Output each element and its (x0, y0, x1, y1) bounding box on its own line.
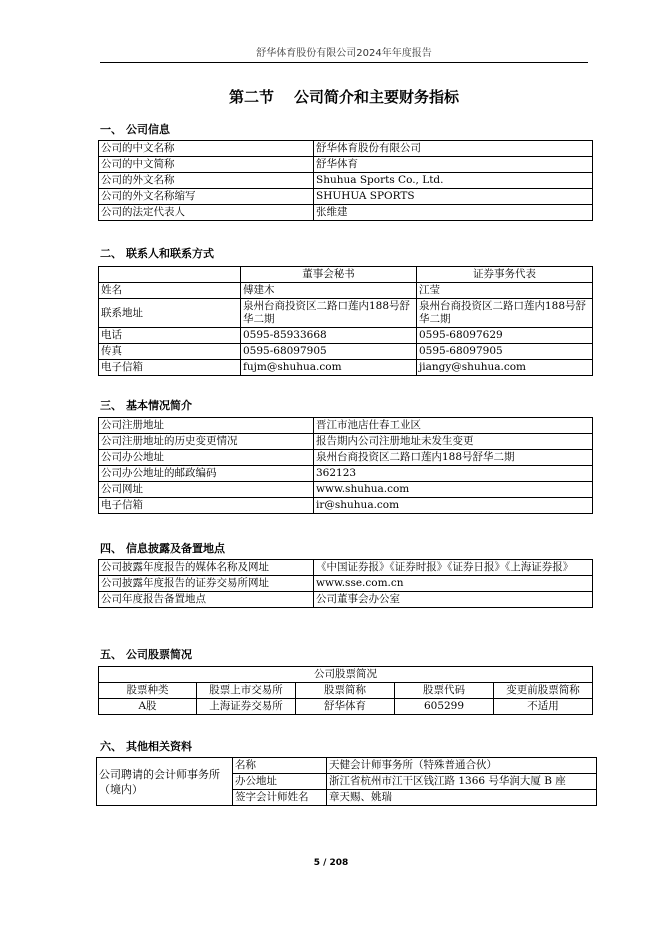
header-rule (100, 62, 588, 63)
section-title-disclosure: 四、 信息披露及备置地点 (100, 542, 225, 555)
table-row: 公司网址 www.shuhua.com (99, 482, 593, 498)
table-row: 公司的外文名称 Shuhua Sports Co., Ltd. (99, 173, 593, 189)
table-row: 姓名 傅建木 江莹 (99, 283, 593, 299)
section-title-company-info: 一、 公司信息 (100, 123, 170, 136)
section-title-other: 六、 其他相关资料 (100, 740, 192, 753)
chapter-title (100, 86, 588, 107)
chapter-number: 第二节 (228, 88, 274, 106)
section-title-contacts: 二、 联系人和联系方式 (100, 247, 214, 260)
table-row: 传真 0595-68097905 0595-68097905 (99, 344, 593, 360)
table-row: 公司聘请的会计师事务所（境内） 名称 天健会计师事务所（特殊普通合伙） (97, 758, 597, 774)
table-row: 公司披露年度报告的媒体名称及网址 《中国证券报》《证券时报》《证券日报》《上海证券报》 (99, 560, 593, 576)
table-row: 公司注册地址的历史变更情况 报告期内公司注册地址未发生变更 (99, 434, 593, 450)
stock-table (98, 666, 593, 715)
auditor-group-label: 公司聘请的会计师事务所（境内） (97, 758, 233, 806)
table-row: 公司的法定代表人 张维建 (99, 205, 593, 221)
table-row: 公司披露年度报告的证券交易所网址 www.sse.com.cn (99, 576, 593, 592)
table-row: A股 上海证券交易所 舒华体育 605299 不适用 (99, 699, 593, 715)
table-row: 联系地址 泉州台商投资区二路口莲内188号舒华二期 泉州台商投资区二路口莲内188号舒华二期 (99, 299, 593, 328)
table-row: 公司注册地址 晋江市池店仕春工业区 (99, 418, 593, 434)
chapter-name: 公司简介和主要财务指标 (294, 88, 460, 106)
company-info-table (98, 140, 593, 221)
table-row: 办公地址 浙江省杭州市江干区钱江路 1366 号华润大厦 B 座 (97, 774, 597, 790)
table-row: 公司办公地址的邮政编码 362123 (99, 466, 593, 482)
table-row: 公司的中文名称 舒华体育股份有限公司 (99, 141, 593, 157)
running-header: 舒华体育股份有限公司2024年年度报告 (256, 48, 432, 59)
table-row: 电子信箱 fujm@shuhua.com jiangy@shuhua.com (99, 360, 593, 376)
basic-info-table (98, 417, 593, 514)
section-title-stock: 五、 公司股票简况 (100, 648, 192, 661)
table-row: 公司的外文名称缩写 SHUHUA SPORTS (99, 189, 593, 205)
table-row: 电话 0595-85933668 0595-68097629 (99, 328, 593, 344)
table-header-row: 董事会秘书 证券事务代表 (99, 267, 593, 283)
table-row: 公司的中文简称 舒华体育 (99, 157, 593, 173)
table-caption-row: 公司股票简况 (99, 667, 593, 683)
auditor-table (96, 757, 597, 806)
table-header-row: 股票种类 股票上市交易所 股票简称 股票代码 变更前股票简称 (99, 683, 593, 699)
table-row: 电子信箱 ir@shuhua.com (99, 498, 593, 514)
disclosure-table (98, 559, 593, 608)
table-row: 公司办公地址 泉州台商投资区二路口莲内188号舒华二期 (99, 450, 593, 466)
table-row: 公司年度报告备置地点 公司董事会办公室 (99, 592, 593, 608)
section-title-basic-info: 三、 基本情况简介 (100, 399, 192, 412)
contacts-table (98, 266, 593, 376)
page-number: 5 / 208 (313, 858, 349, 868)
table-row: 签字会计师姓名 章天赐、姚瑞 (97, 790, 597, 806)
